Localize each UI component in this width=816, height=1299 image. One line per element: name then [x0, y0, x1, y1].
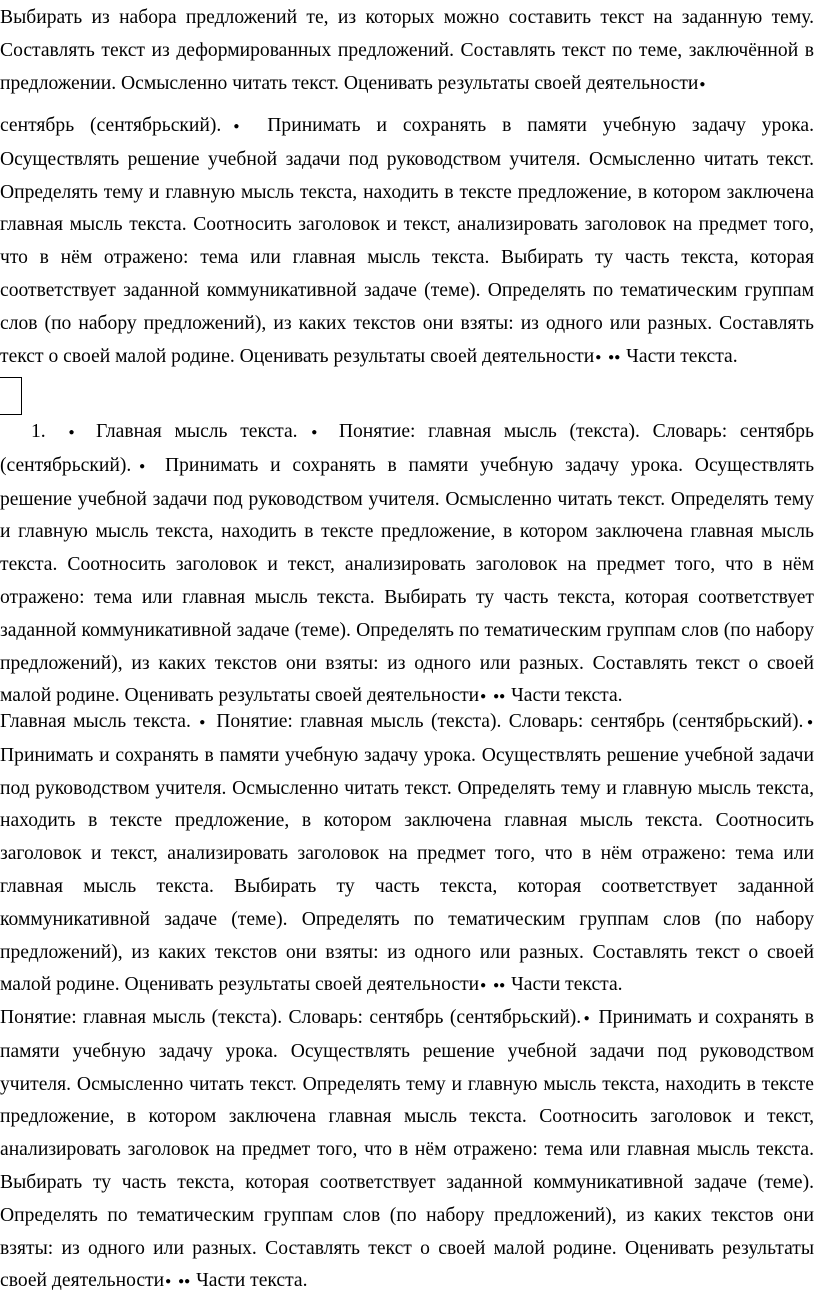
- list-item-topic: Главная мысль текста.: [96, 421, 298, 442]
- bullet-icon: ●●: [608, 351, 621, 363]
- list-number: 1.: [31, 421, 46, 442]
- paragraph-2-tail: Части текста.: [626, 345, 738, 367]
- bullet-icon: ●: [222, 121, 251, 132]
- paragraph-4-body: Принимать и сохранять в памяти учебную задачу урока. Осуществлять решение учебной задачи под руководством учителя. Осмысленно читать текст. Определять тему и главную мысль текста, находить в тексте предложение, в котором заключена главная мысль текста. Соотносить заголовок и текст, анализировать заголовок на предмет того, что в нём отражено: тема или главная мысль текста. Выбирать ту часть текста, которая соответствует заданной коммуникативной задаче (теме). Определять по тематическим группам слов (по набору предложений), из каких текстов они взяты: из одного или разных. Составлять текст о своей малой родине. Оценивать результаты своей деятельности: [0, 744, 814, 996]
- paragraph-1-text: Выбирать из набора предложений те, из которых можно составить текст на заданную тему. Составлять текст из деформированных предложений. Составлять текст по теме, заключённой в предложении. Осмысленно читать текст. Оценивать результаты своей деятельности: [0, 7, 814, 94]
- paragraph-1: [0, 2, 814, 101]
- bullet-icon: ●: [132, 460, 153, 472]
- paragraph-5-concept: Понятие: главная мысль (текста). Словарь: сентябрь (сентябрьский).: [0, 1007, 582, 1028]
- bullet-icon: ●: [60, 427, 83, 438]
- bullet-icon: ●: [480, 691, 487, 703]
- paragraph-2-lead: сентябрь (сентябрьский).: [0, 115, 222, 136]
- bullet-icon: ●: [699, 78, 706, 90]
- paragraph-5-body: Принимать и сохранять в памяти учебную задачу урока. Осуществлять решение учебной задачи под руководством учителя. Осмысленно читать текст. Определять тему и главную мысль текста, находить в тексте предложение, в котором заключена главная мысль текста. Соотносить заголовок и текст, анализировать заголовок на предмет того, что в нём отражено: тема или главная мысль текста. Выбирать ту часть текста, которая соответствует заданной коммуникативной задаче (теме). Определять по тематическим группам слов (по набору предложений), из каких текстов они взяты: из одного или разных. Составлять текст о своей малой родине. Оценивать результаты своей деятельности: [0, 1007, 814, 1292]
- paragraph-5: [0, 1002, 814, 1299]
- checkbox-frame[interactable]: [0, 377, 22, 415]
- bullet-icon: ●: [165, 1276, 172, 1288]
- bullet-icon: ●●: [178, 1276, 191, 1288]
- bullet-icon: ●: [804, 717, 813, 728]
- bullet-icon: ●●: [493, 691, 506, 703]
- paragraph-4-concept: Понятие: главная мысль (текста). Словарь: сентябрь (сентябрьский).: [216, 711, 804, 732]
- paragraph-2-body: Принимать и сохранять в памяти учебную задачу урока. Осуществлять решение учебной задачи под руководством учителя. Осмысленно читать текст. Определять тему и главную мысль текста, находить в тексте предложение, в котором заключена главная мысль текста. Соотносить заголовок и текст, анализировать заголовок на предмет того, что в нём отражено: тема или главная мысль текста. Выбирать ту часть текста, которая соответствует заданной коммуникативной задаче (теме). Определять по тематическим группам слов (по набору предложений), из каких текстов они взяты: из одного или разных. Составлять текст о своей малой родине. Оценивать результаты своей деятельности: [0, 115, 814, 367]
- bullet-icon: ●: [582, 1013, 592, 1024]
- paragraph-2: [0, 110, 814, 374]
- list-item-concept: Понятие: главная мысль (текста). Словарь: сентябрь (сентябрьский).: [0, 421, 814, 476]
- bullet-icon: ●: [199, 717, 208, 728]
- bullet-icon: ●●: [493, 980, 506, 992]
- list-item-tail: Части текста.: [511, 685, 623, 707]
- paragraph-4-topic: Главная мысль текста.: [0, 711, 191, 732]
- paragraph-4: [0, 706, 814, 1003]
- list-item-body: Принимать и сохранять в памяти учебную задачу урока. Осуществлять решение учебной задачи под руководством учителя. Осмысленно читать текст. Определять тему и главную мысль текста, находить в тексте предложение, в котором заключена главная мысль текста. Соотносить заголовок и текст, анализировать заголовок на предмет того, что в нём отражено: тема или главная мысль текста. Выбирать ту часть текста, которая соответствует заданной коммуникативной задаче (теме). Определять по тематическим группам слов (по набору предложений), из каких текстов они взяты: из одного или разных. Составлять текст о своей малой родине. Оценивать результаты своей деятельности: [0, 454, 814, 707]
- bullet-icon: ●: [311, 427, 326, 438]
- bullet-icon: ●: [480, 980, 487, 992]
- list-item-1: [0, 416, 814, 714]
- bullet-icon: ●: [595, 351, 602, 363]
- paragraph-4-tail: Части текста.: [511, 974, 623, 996]
- paragraph-5-tail: Части текста.: [196, 1270, 308, 1292]
